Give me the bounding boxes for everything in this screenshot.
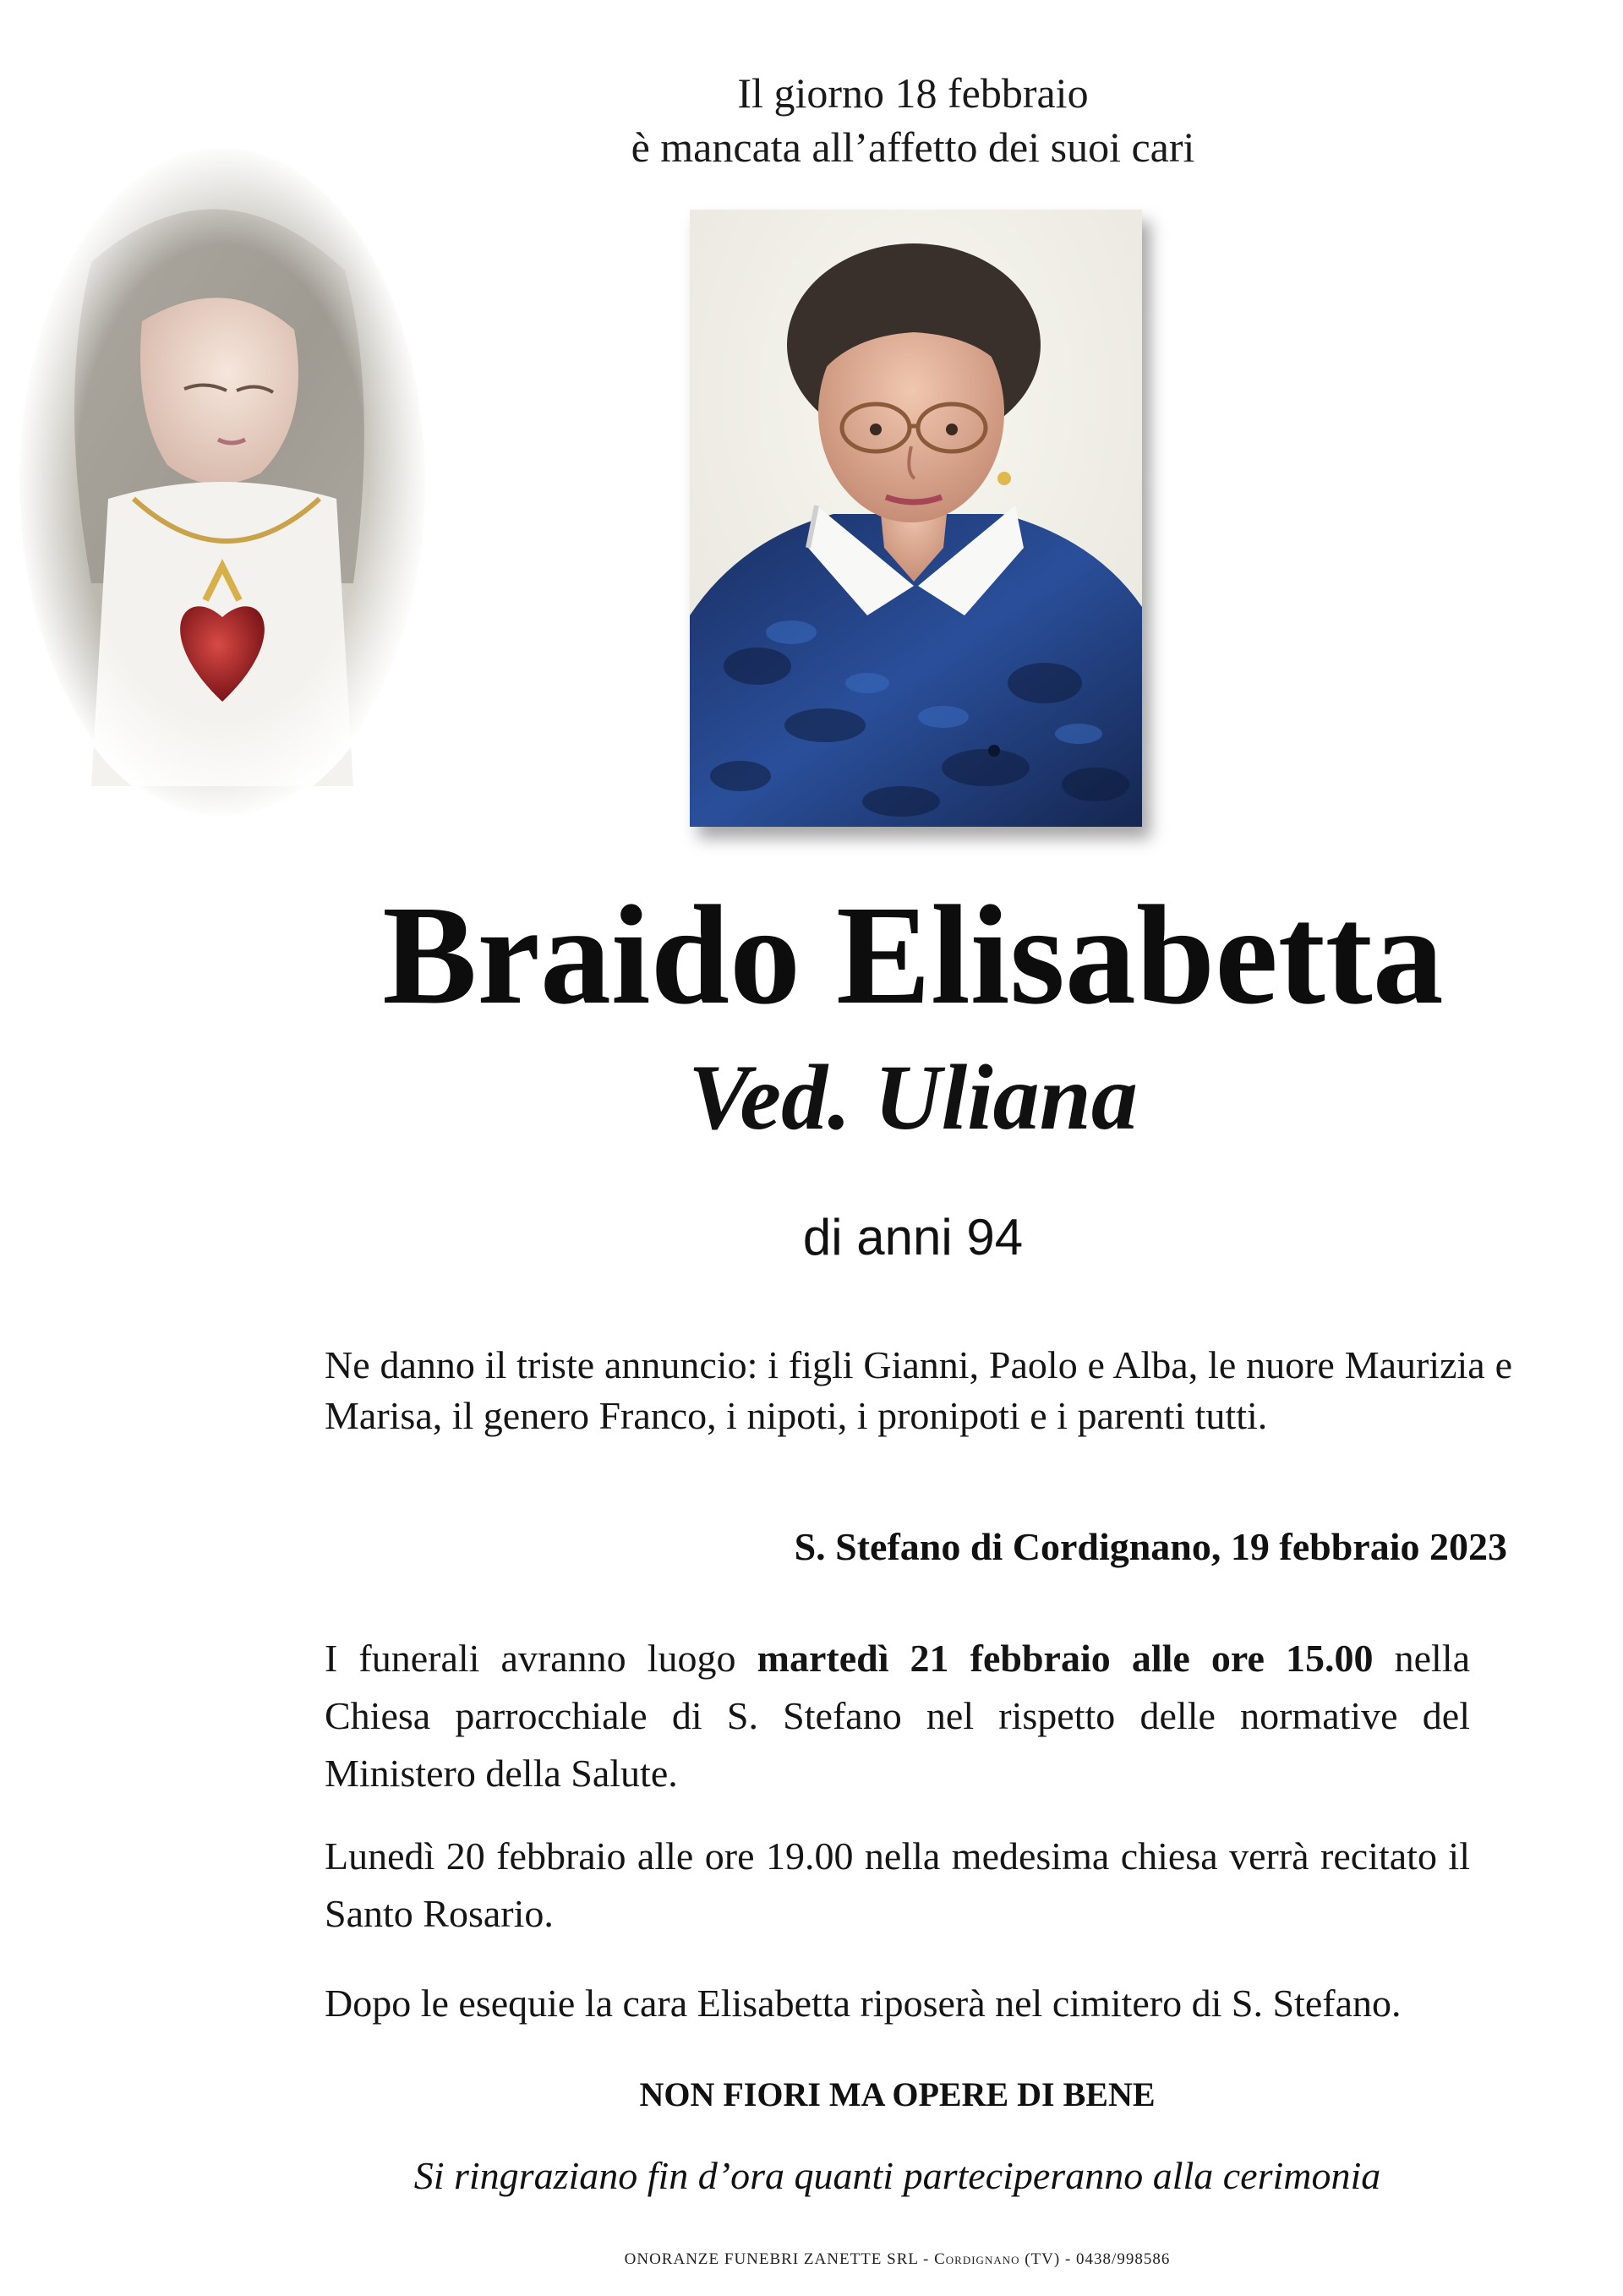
portrait-photo: [690, 210, 1142, 827]
age-text: di anni 94: [802, 1209, 1024, 1266]
deceased-name: Braido Elisabetta: [382, 877, 1444, 1034]
intro-line-loss: è mancata all’affetto dei suoi cari: [631, 123, 1195, 171]
widow-of-name: Ved. Uliana: [688, 1046, 1138, 1149]
intro-line-date: Il giorno 18 febbraio: [737, 69, 1089, 117]
rosary-paragraph: Lunedì 20 febbraio alle ore 19.00 nella medesima chiesa verrà recitato il Santo Rosario.: [325, 1834, 1470, 1935]
funeral-date-time: martedì 21 febbraio alle ore 15.00: [757, 1637, 1374, 1680]
funeral-details-intro: I funerali avranno luogo: [325, 1637, 757, 1680]
no-flowers-notice: NON FIORI MA OPERE DI BENE: [639, 2075, 1156, 2113]
thanks-text: Si ringraziano fin d’ora quanti parteciperanno alla cerimonia: [413, 2154, 1381, 2197]
funeral-details-location: nella Chiesa parrocchiale di S. Stefano nel rispetto delle normative del Ministero della Salute.: [325, 1637, 1470, 1795]
burial-paragraph: Dopo le esequie la cara Elisabetta riposerà nel cimitero di S. Stefano.: [325, 1982, 1402, 2025]
portrait-illustration: [690, 210, 1142, 827]
intro-text: [507, 66, 1319, 174]
announcement-paragraph: Ne danno il triste annuncio: i figli Gianni, Paolo e Alba, le nuore Maurizia e Marisa, il genero Franco, i nipoti, i pronipoti e i parenti tutti.: [325, 1343, 1512, 1437]
madonna-image: [15, 144, 429, 820]
funeral-details-paragraph: [325, 1630, 1470, 1802]
place-date: S. Stefano di Cordignano, 19 febbraio 2023: [794, 1525, 1507, 1568]
funeral-home-footer: ONORANZE FUNEBRI ZANETTE SRL - Cordignano (TV) - 0438/998586: [624, 2250, 1171, 2268]
